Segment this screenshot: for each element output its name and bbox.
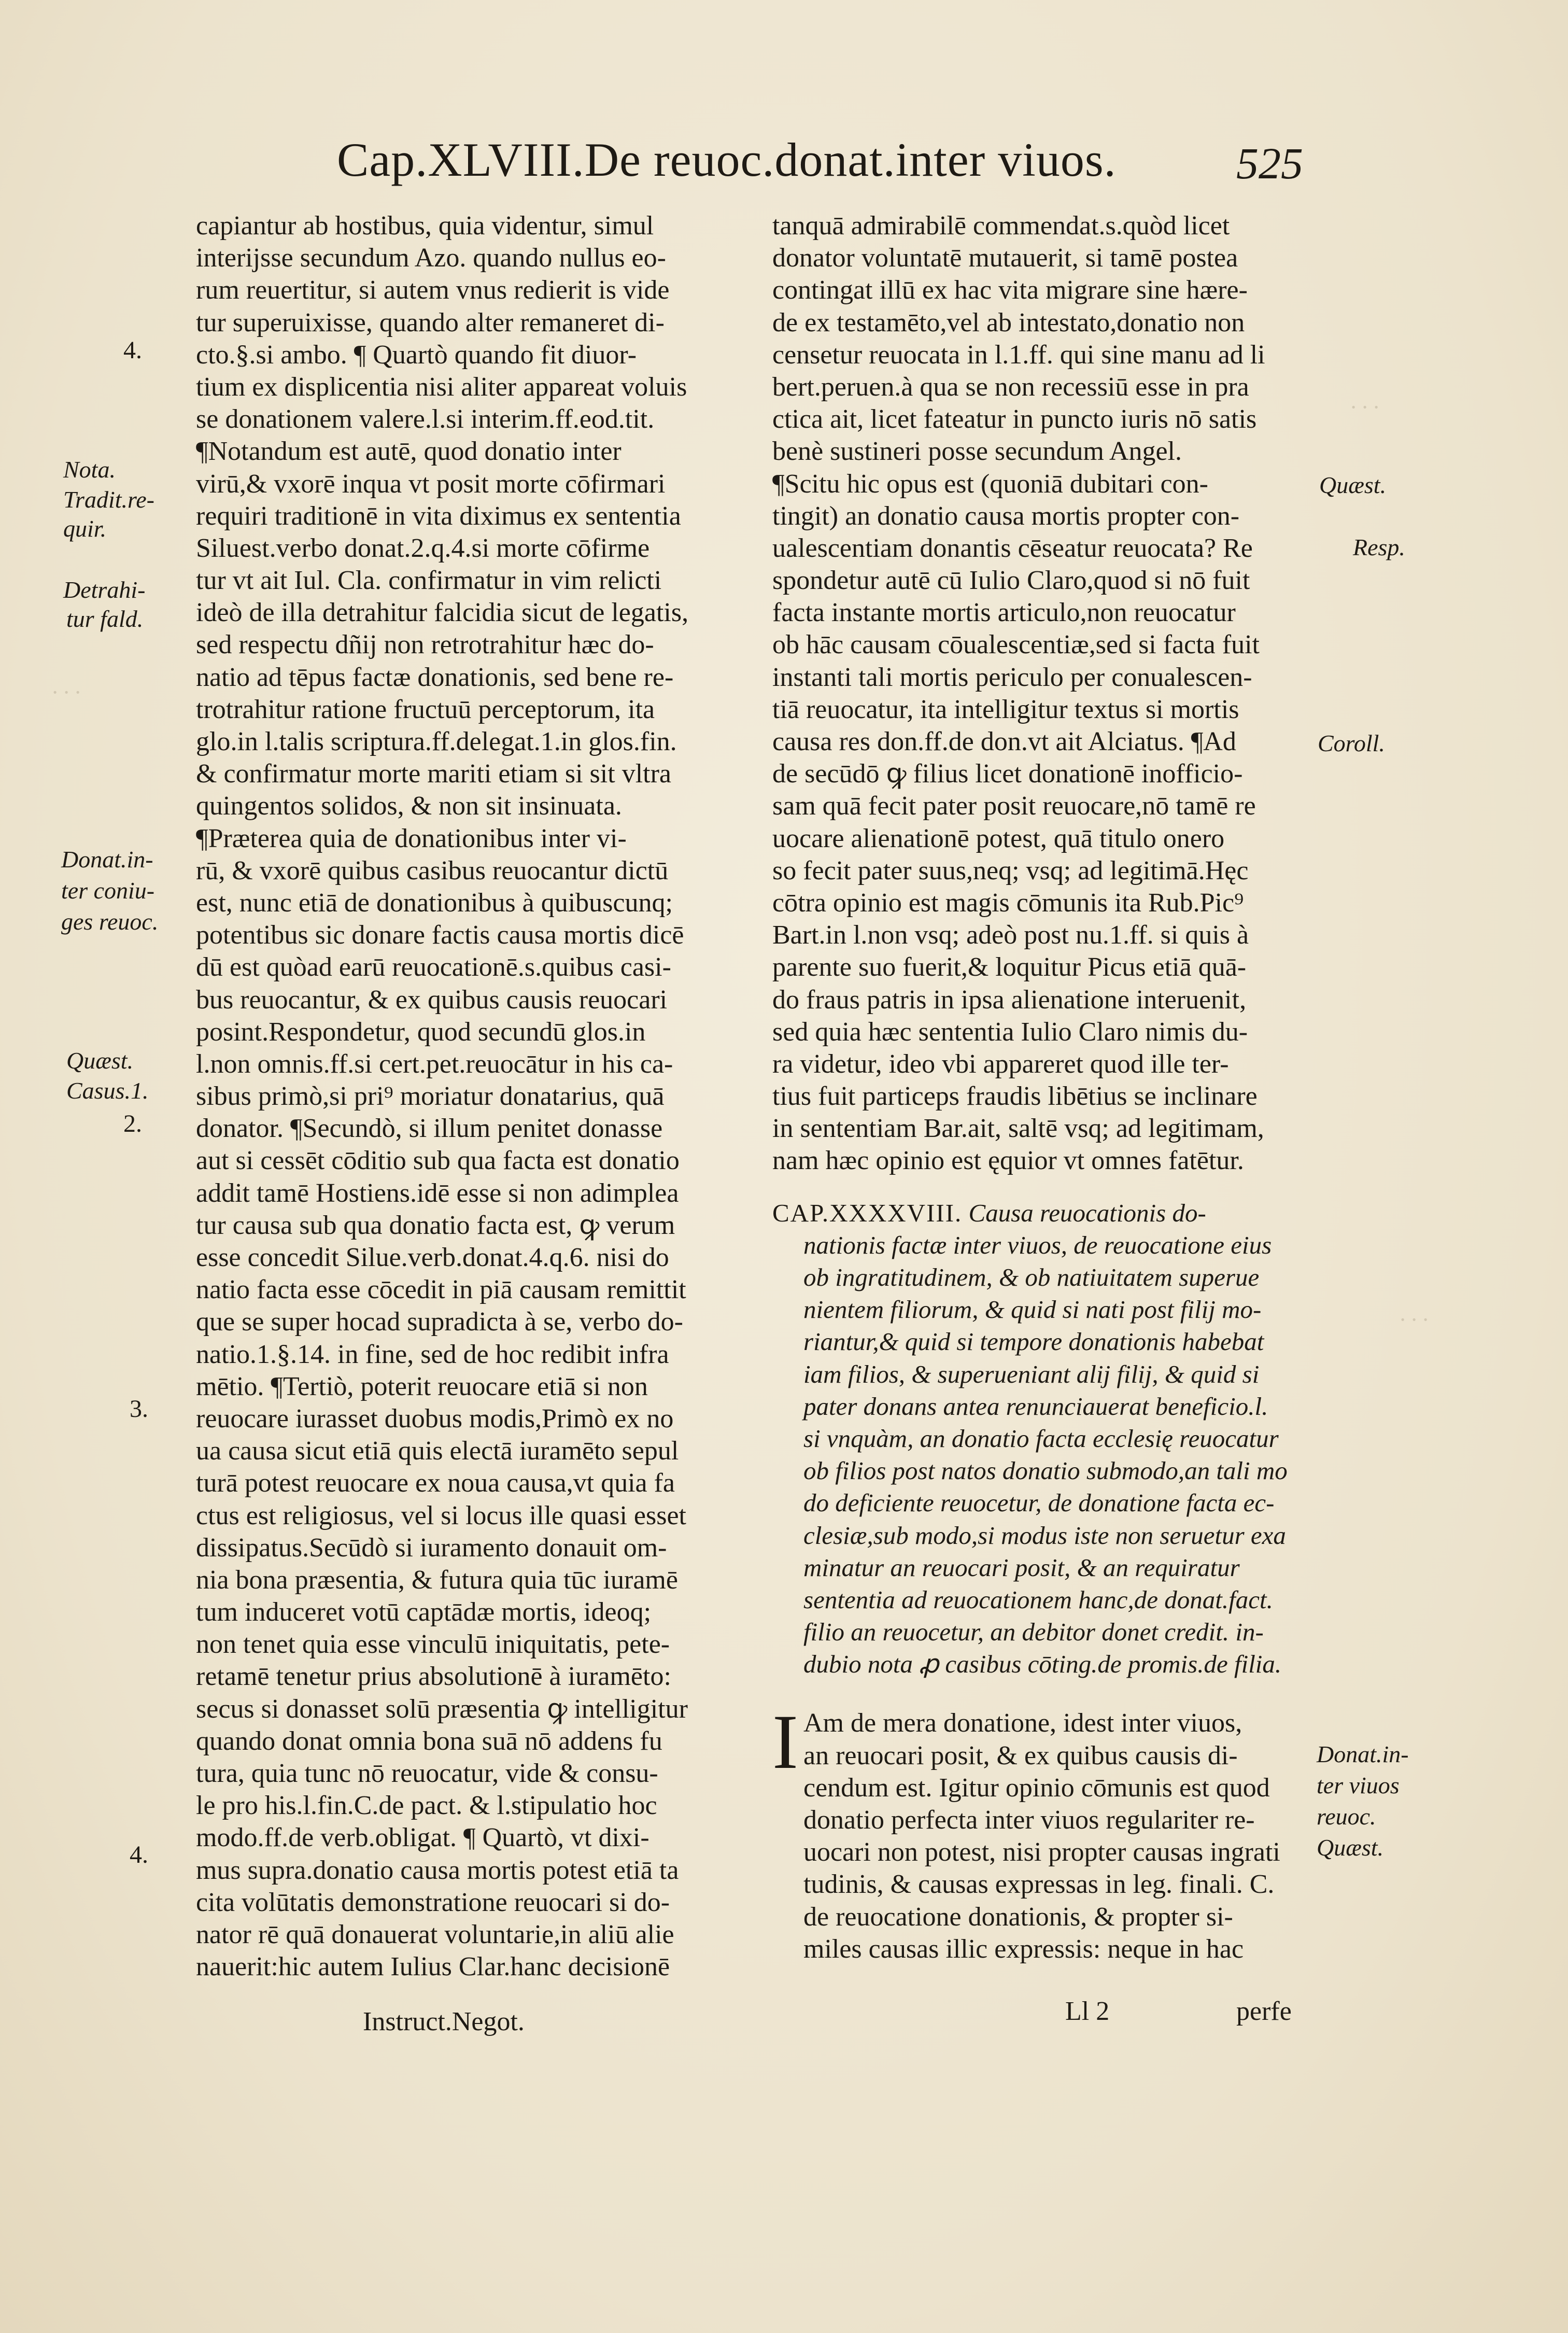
text-line: ob hāc causam cōualescentiæ,sed si facta fuit [772,630,1260,660]
text-line: si vnquàm, an donatio facta ecclesię reuocatur [803,1424,1279,1453]
chapter-summary-line: Causa reuocationis do- [968,1198,1206,1227]
signature-mark: Ll 2 [1065,1997,1110,2026]
margin-number: 2. [123,1110,142,1137]
text-line: minatur an reuocari posit, & an requiratur [803,1553,1240,1582]
text-line: de reuocatione donationis, & propter si- [803,1902,1233,1932]
margin-note-tradit: Tradit.re- [63,486,154,513]
text-line: tum induceret votū captādæ mortis, ideoq; [196,1597,652,1627]
bleed-through-mark: · · · [1400,1307,1428,1332]
chapter-heading [772,1197,1304,1681]
margin-note-nota: Nota. [63,456,116,483]
text-line: uocari non potest, nisi propter causas ingrati [803,1837,1280,1867]
text-line: nientem filiorum, & quid si nati post filij mo- [803,1295,1262,1324]
body-after-heading-lines [772,1699,1304,1965]
text-line: dissipatus.Secūdò si iuramento donauit om- [196,1533,667,1563]
text-line: esse concedit Silue.verb.donat.4.q.6. nisi do [196,1243,669,1272]
margin-note-quaest-right: Quæst. [1319,472,1387,498]
chapter-number: CAP.XXXXVIII. [772,1198,963,1227]
text-line: trotrahitur ratione fructuū perceptorum, ita [196,694,655,724]
text-line: facta instante mortis articulo,non reuocatur [772,598,1236,628]
text-line: ob filios post natos donatio submodo,an tali mo [803,1456,1288,1485]
text-line: cita volūtatis demonstratione reuocari si do- [196,1887,670,1917]
text-line: secus si donasset solū præsentia ꝙ intelligitur [196,1694,688,1724]
text-line: sibus primò,si pri⁹ moriatur donatarius, quā [196,1081,665,1112]
text-line: parente suo fuerit,& loquitur Picus etiā quā- [772,952,1247,982]
text-line: Bart.in l.non vsq; adeò post nu.1.ff. si quis à [772,920,1249,950]
text-line: quando donat omnia bona suā nō addens fu [196,1726,662,1756]
margin-number: 4. [130,1841,148,1868]
text-line: natio.1.§.14. in fine, sed de hoc redibit infra [196,1339,669,1369]
text-line: rum reuertitur, si autem vnus redierit is vide [196,275,670,305]
text-line: ctus est religiosus, vel si locus ille quasi esset [196,1500,686,1530]
margin-note-donat-2: ter coniu- [61,877,155,904]
text-line: benè sustineri posse secundum Angel. [772,437,1182,467]
text-line: sed respectu dñij non retrotrahitur hæc do- [196,630,654,660]
text-line: contingat illū ex hac vita migrare sine hære- [772,275,1248,305]
text-line: ¶Notandum est autē, quod donatio inter [196,437,621,467]
text-line: ualescentiam donantis cēseatur reuocata? Re [772,533,1253,563]
text-line: glo.in l.talis scriptura.ff.delegat.1.in glos.fin. [196,727,677,756]
margin-note-casus: Casus.1. [66,1077,149,1104]
text-line: quingentos solidos, & non sit insinuata. [196,791,622,821]
text-line: dubio nota ꝓ casibus cōting.de promis.de filia. [803,1650,1282,1679]
margin-note-donat-right-1: Donat.in- [1317,1741,1409,1767]
text-line: bert.peruen.à qua se non recessiū esse in pra [772,372,1249,402]
margin-note-coroll: Coroll. [1318,730,1385,756]
text-line: sed quia hæc sententia Iulio Claro nimis du- [772,1017,1248,1047]
text-line: tium ex displicentia nisi aliter appareat voluis [196,372,687,402]
text-line: ua causa sicut etiā quis electā iuramēto sepul [196,1436,679,1466]
text-line: nationis factæ inter viuos, de reuocatione eius [803,1230,1272,1259]
margin-note-resp: Resp. [1353,534,1405,560]
margin-note-quaest-right-2: Quæst. [1317,1834,1384,1861]
text-line: capiantur ab hostibus, quia videntur, simul [196,211,654,241]
text-line: spondetur autē cū Iulio Claro,quod si nō fuit [772,566,1250,596]
text-line: dū est quòad earū reuocationē.s.quibus casi- [196,952,671,982]
text-line: modo.ff.de verb.obligat. ¶ Quartò, vt dixi- [196,1823,649,1853]
text-line: natio facta esse cōcedit in piā causam remittit [196,1275,686,1305]
text-line: so fecit pater suus,neq; vsq; ad legitimā.Hęc [772,855,1249,886]
text-line: posint.Respondetur, quod secundū glos.in [196,1017,646,1047]
right-text-column [772,210,1304,1965]
text-line: cto.§.si ambo. ¶ Quartò quando fit diuor- [196,340,637,370]
text-line: Am de mera donatione, idest inter viuos, [803,1708,1242,1738]
text-line: potentibus sic donare factis causa mortis dicē [196,920,684,950]
text-line: Siluest.verbo donat.2.q.4.si morte cōfirme [196,533,650,563]
text-line: nia bona præsentia, & futura quia tūc iuramē [196,1565,678,1595]
folio-number: 525 [1236,138,1303,188]
text-line: donator voluntatē mutauerit, si tamē postea [772,243,1238,273]
text-line: an reuocari posit, & ex quibus causis di- [803,1740,1238,1770]
text-line: requiri traditionē in vita diximus ex sententia [196,501,681,531]
text-line: bus reuocantur, & ex quibus causis reuocari [196,985,668,1015]
text-line: censetur reuocata in l.1.ff. qui sine manu ad li [772,340,1265,370]
text-line: l.non omnis.ff.si cert.pet.reuocātur in his ca- [196,1049,673,1079]
body-after-heading [772,1699,1304,1965]
text-line: tur vt ait Iul. Cla. confirmatur in vim relicti [196,566,662,596]
text-line: clesiæ,sub modo,si modus iste non seruetur exa [803,1521,1286,1550]
text-line: addit tamē Hostiens.idē esse si non adimplea [196,1178,679,1208]
text-line: tudinis, & causas expressas in leg. finali. C. [803,1870,1275,1900]
text-line: instanti tali mortis periculo per conualescen- [772,662,1252,692]
margin-note-donat-3: ges reuoc. [61,908,159,935]
left-text-column [196,210,731,1983]
text-line: tiā reuocatur, ita intelligitur textus si mortis [772,694,1239,724]
text-line: rū, & vxorē quibus casibus reuocantur dictū [196,855,669,886]
text-line: do fraus patris in ipsa alienatione interuenit, [772,985,1247,1015]
margin-note-quaest: Quæst. [66,1047,134,1074]
text-line: tura, quia tunc nō reuocatur, vide & consu- [196,1759,658,1788]
drop-cap: I [772,1699,798,1786]
text-line: miles causas illic expressis: neque in hac [803,1934,1244,1964]
text-line: tingit) an donatio causa mortis propter con- [772,501,1240,531]
right-column-top-text [772,210,1304,1177]
text-line: filio an reuocetur, an debitor donet credit. in- [803,1618,1264,1647]
text-line: riantur,& quid si tempore donationis habebat [803,1327,1264,1356]
text-line: turā potest reuocare ex noua causa,vt quia fa [196,1468,675,1498]
text-line: nator rē quā donauerat voluntarie,in aliū alie [196,1919,674,1949]
text-line: ¶Præterea quia de donationibus inter vi- [196,823,627,853]
text-line: do deficiente reuocetur, de donatione facta ec- [803,1488,1275,1517]
text-line: natio ad tēpus factæ donationis, sed bene re- [196,662,674,692]
text-line: nam hæc opinio est ęquior vt omnes fatētur. [772,1146,1244,1176]
margin-note-donat-right-2: ter viuos [1317,1772,1400,1798]
chapter-heading-first-line [772,1197,1304,1229]
margin-number: 3. [130,1395,148,1423]
text-line: ob ingratitudinem, & ob natiuitatem superue [803,1263,1260,1291]
text-line: que se super hocad supradicta à se, verbo do- [196,1307,683,1337]
text-line: sententia ad reuocationem hanc,de donat.fact. [803,1585,1273,1614]
bleed-through-mark: · · · [1350,395,1379,420]
margin-note-tur-fald: tur fald. [66,606,144,632]
margin-note-donat-right-3: reuoc. [1317,1803,1376,1830]
text-line: mus supra.donatio causa mortis potest etiā ta [196,1855,679,1885]
margin-note-quir: quir. [63,515,107,542]
bleed-through-mark: · · · [52,680,80,705]
text-line: ctica ait, licet fateatur in puncto iuris nō satis [772,404,1257,434]
text-line: & confirmatur morte mariti etiam si sit vltra [196,759,671,789]
text-line: in sententiam Bar.ait, saltē vsq; ad legitimam, [772,1114,1264,1144]
text-line: tanquā admirabilē commendat.s.quòd licet [772,211,1230,241]
text-line: tius fuit particeps fraudis libētius se inclinare [772,1081,1258,1112]
text-line: mētio. ¶Tertiò, poterit reuocare etiā si non [196,1371,648,1401]
text-line: causa res don.ff.de don.vt ait Alciatus. ¶Ad [772,727,1236,756]
text-line: virū,& vxorē inqua vt posit morte cōfirmari [196,469,666,499]
text-line: de ex testamēto,vel ab intestato,donatio non [772,307,1245,338]
margin-note-detrahi: Detrahi- [63,577,146,603]
text-line: ideò de illa detrahitur falcidia sicut de legatis, [196,598,689,628]
text-line: tur superuixisse, quando alter remaneret di- [196,307,665,338]
text-line: reuocare iurasset duobus modis,Primò ex no [196,1403,674,1433]
running-head: Cap.XLVIII.De reuoc.donat.inter viuos. [337,133,1117,186]
text-line: le pro his.l.fin.C.de pact. & l.stipulatio hoc [196,1791,657,1821]
text-line: pater donans antea renunciauerat beneficio.l. [803,1392,1268,1421]
text-line: non tenet quia esse vinculū iniquitatis, pete- [196,1629,670,1660]
left-catchword: Instruct.Negot. [363,2007,525,2036]
right-catchword: perfe [1236,1997,1292,2026]
text-line: interijsse secundum Azo. quando nullus eo- [196,243,666,273]
text-line: uocare alienationē potest, quā titulo onero [772,823,1225,853]
text-line: iam filios, & superueniant alij filij, & quid si [803,1359,1260,1388]
chapter-summary [772,1229,1304,1681]
text-line: retamē tenetur prius absolutionē à iuramēto: [196,1662,671,1692]
text-line: tur causa sub qua donatio facta est, ꝙ verum [196,1210,675,1240]
text-line: cendum est. Igitur opinio cōmunis est quod [803,1773,1270,1803]
text-line: de secūdō ꝙ filius licet donationē inofficio- [772,759,1243,789]
text-line: est, nunc etiā de donationibus à quibuscunq; [196,888,673,918]
text-line: ¶Scitu hic opus est (quoniā dubitari con- [772,469,1208,499]
text-line: donator. ¶Secundò, si illum penitet donasse [196,1114,663,1144]
margin-number: 4. [123,336,142,364]
text-line: nauerit:hic autem Iulius Clar.hanc decisionē [196,1952,670,1982]
text-line: donatio perfecta inter viuos regulariter re- [803,1805,1255,1835]
text-line: ra videtur, ideo vbi appareret quod ille ter- [772,1049,1229,1079]
text-line: sam quā fecit pater posit reuocare,nō tamē re [772,791,1256,821]
text-line: se donationem valere.l.si interim.ff.eod.tit. [196,404,655,434]
text-line: cōtra opinio est magis cōmunis ita Rub.Pic⁹ [772,888,1244,918]
margin-note-donat-1: Donat.in- [61,846,153,873]
text-line: aut si cessēt cōditio sub qua facta est donatio [196,1146,680,1176]
